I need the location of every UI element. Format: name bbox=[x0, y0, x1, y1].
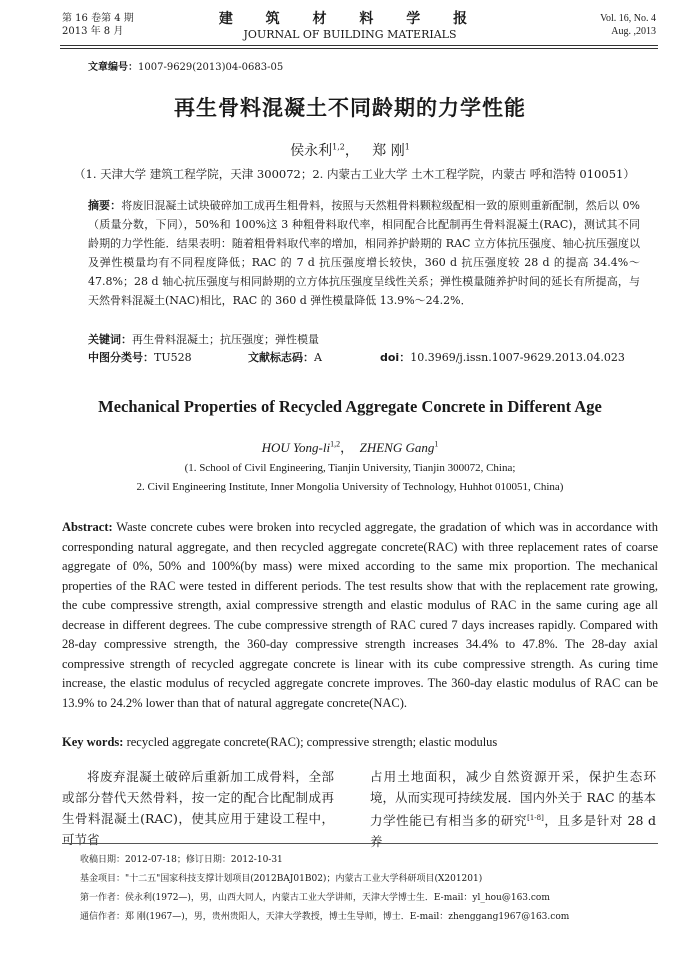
keywords-cn-label: 关键词： bbox=[88, 333, 132, 346]
author-1-en-sup: 1,2 bbox=[330, 439, 341, 449]
abstract-en bbox=[62, 518, 658, 713]
title-en: Mechanical Properties of Recycled Aggregate Concrete in Different Age bbox=[98, 397, 602, 416]
author-sep-cn: ， bbox=[344, 143, 359, 159]
clc-label: 中图分类号： bbox=[88, 351, 154, 364]
abstract-cn-label: 摘要： bbox=[88, 199, 122, 212]
header-volume-en bbox=[600, 12, 656, 38]
keywords-cn-text: 再生骨料混凝土；抗压强度；弹性模量 bbox=[132, 333, 319, 346]
article-number bbox=[88, 58, 283, 73]
author-1-cn-sup: 1,2 bbox=[332, 142, 345, 152]
authors-en bbox=[0, 437, 700, 456]
clc-value: TU528 bbox=[154, 351, 192, 364]
doi-value: 10.3969/j.issn.1007-9629.2013.04.023 bbox=[410, 351, 625, 364]
header-volume-cn bbox=[62, 12, 134, 38]
keywords-en-text: recycled aggregate concrete(RAC); compressive strength; elastic modulus bbox=[126, 735, 498, 749]
keywords-cn bbox=[88, 330, 640, 349]
footnote-fund: 基金项目："十二五"国家科技支撑计划项目(2012BAJ01B02)；内蒙古工业大学科研项目(X201201) bbox=[80, 874, 483, 884]
author-2-en-sup: 1 bbox=[434, 439, 439, 449]
title-cn: 再生骨料混凝土不同龄期的力学性能 bbox=[174, 96, 526, 120]
header-vol-en: Vol. 16, No. 4 bbox=[600, 13, 656, 24]
body-column-left: 将废弃混凝土破碎后重新加工成骨料，全部或部分替代天然骨料，按一定的配合比配制成再生骨料混凝土(RAC)，使其应用于建设工程中，可节省 bbox=[62, 769, 334, 847]
abstract-cn-text: 将废旧混凝土试块破碎加工成再生粗骨料，按照与天然粗骨料颗粒级配相一致的原则重新配制，然后以 0%（质量分数，下同），50%和 100%这 3 种粗骨料取代率，相同配合比配制再生骨料混凝土(RAC)，测试其不同龄期的力学性能．结果表明：随着粗骨料取代率的增加，相同养护龄期的 RAC 立方体抗压强度、轴心抗压强度以及弹性模量均有不同程度降低；RAC 的 7 d 抗压强度增长较快，360 d 抗压强度较 28 d 的提高 34.4%～47.8%；28 d 轴心抗压强度与相同龄期的立方体抗压强度呈线性关系；弹性模量随养护时间的延长有所提高，与天然骨料混凝土(NAC)相比，RAC 的 360 d 弹性模量降低 13.9%～24.2%． bbox=[88, 199, 640, 307]
author-2-en: ZHENG Gang bbox=[359, 440, 435, 455]
author-1-cn: 侯永利 bbox=[290, 143, 333, 159]
affiliation-en-2: 2. Civil Engineering Institute, Inner Mongolia University of Technology, Huhhot 010051, China) bbox=[136, 481, 564, 493]
journal-name-en: JOURNAL OF BUILDING MATERIALS bbox=[243, 28, 457, 41]
body-right-text-a: 占用土地面积，减少自然资源开采，保护生态环境，从而实现可持续发展．国内外关于 RAC 的基本力学性能已有相当多的研究 bbox=[370, 769, 656, 829]
keywords-en bbox=[62, 735, 658, 750]
doi bbox=[380, 349, 625, 365]
abstract-en-text: Waste concrete cubes were broken into recycled aggregate, the gradation of which was in accordance with corresponding natural aggregate, and then recycled aggregate concrete(RAC) with three replacement rates of coarse aggregate of 0%, 50% and 100%(by mass) were mixed according to the same mix proportion. The mechanical properties of the RAC were tested in different periods. The test results show that with the replacement rate growing, the cube compressive strength, axial compressive strength and elastic modulus of RAC in the same curing age all decrease in different degrees. The cube compressive strength of RAC cured 7 days increases rapidly. Compared with 28-day compressive strength, the 360-day compressive strength increases 34.4% to 47.8%. The 28-day axial compressive strength of recycled aggregate concrete is linear with its cube compressive strength. As curing time increase, the elastic modulus of recycled aggregate concrete improves. The 360-day elastic modulus of RAC can be 13.9% to 24.2% lower than that of natural aggregate concrete(NAC). bbox=[62, 520, 658, 710]
header-journal bbox=[200, 10, 500, 42]
body-citation: [1-8] bbox=[527, 814, 544, 822]
article-number-label: 文章编号： bbox=[88, 62, 138, 73]
authors-cn bbox=[0, 140, 700, 160]
journal-name-cn: 建 筑 材 料 学 报 bbox=[218, 11, 482, 27]
footnote-rule bbox=[62, 843, 658, 844]
header-rule-2 bbox=[60, 48, 658, 49]
affiliation-cn: （1. 天津大学 建筑工程学院，天津 300072；2. 内蒙古工业大学 土木工程学院，内蒙古 呼和浩特 010051） bbox=[74, 167, 635, 181]
document-code bbox=[248, 349, 322, 365]
header-vol-cn: 第 16 卷第 4 期 bbox=[62, 13, 134, 24]
clc-code bbox=[88, 349, 192, 365]
footnote-corresponding: 通信作者：郑 刚(1967—)，男，贵州贵阳人，天津大学教授，博士生导师，博士．E-mail：zhenggang1967@163.com bbox=[80, 912, 570, 922]
header-rule bbox=[60, 45, 658, 46]
author-1-en: HOU Yong-li bbox=[261, 440, 331, 455]
doi-label: doi： bbox=[380, 351, 411, 364]
doc-value: A bbox=[314, 351, 322, 364]
header-date-cn: 2013 年 8 月 bbox=[62, 26, 124, 37]
footnote-received: 收稿日期：2012-07-18；修订日期：2012-10-31 bbox=[80, 855, 283, 865]
footnote-first-author: 第一作者：侯永利(1972—)，男，山西大同人，内蒙古工业大学讲师，天津大学博士生．E-mail：yl_hou@163.com bbox=[80, 893, 550, 903]
header-date-en: Aug. ,2013 bbox=[611, 26, 656, 37]
keywords-en-label: Key words: bbox=[62, 735, 124, 749]
body-column-right bbox=[370, 766, 656, 852]
doc-label: 文献标志码： bbox=[248, 351, 314, 364]
author-sep-en: ， bbox=[340, 440, 354, 455]
article-number-value: 1007-9629(2013)04-0683-05 bbox=[138, 62, 284, 73]
author-2-cn: 郑 刚 bbox=[372, 143, 405, 159]
body-right-text-b: ，且多是针对 28 d 养 bbox=[370, 813, 656, 850]
abstract-en-label: Abstract: bbox=[62, 520, 113, 534]
author-2-cn-sup: 1 bbox=[404, 142, 410, 152]
affiliation-en-1: (1. School of Civil Engineering, Tianjin University, Tianjin 300072, China; bbox=[184, 462, 516, 474]
abstract-cn bbox=[88, 196, 640, 341]
